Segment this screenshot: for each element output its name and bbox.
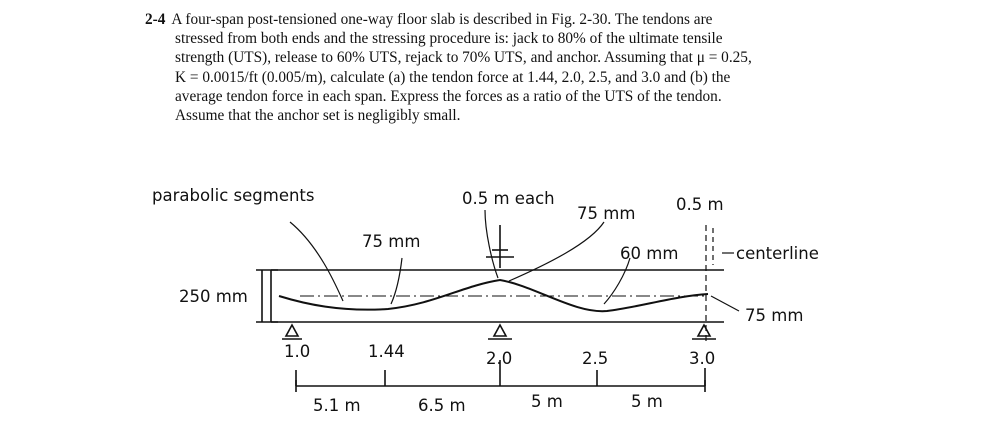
label-250mm: 250 mm [179,287,248,306]
station-label: 2.5 [582,349,609,368]
station-label: 1.44 [368,342,405,361]
span-label: 5.1 m [313,396,361,415]
span-label: 5 m [631,392,663,411]
problem-number: 2-4 [145,11,166,28]
label-75mm-top: 75 mm [362,232,421,251]
station-label: 2.0 [486,349,513,368]
label-75mm-mid: 75 mm [577,204,636,223]
label-60mm: 60 mm [620,244,679,263]
label-centerline: centerline [736,244,819,263]
label-each: 0.5 m each [462,189,555,208]
problem-line-4: K = 0.0015/ft (0.005/m), calculate (a) the tendon force at 1.44, 2.0, 2.5, and 3.0 and (b) the [175,68,731,86]
problem-line-3: strength (UTS), release to 60% UTS, rejack to 70% UTS, and anchor. Assuming that μ = 0.25, [175,49,752,67]
station-label: 1.0 [284,342,311,361]
support-3 [692,325,716,339]
label-75mm-right: 75 mm [745,306,804,325]
problem-line-1: 2-4 A four-span post-tensioned one-way floor slab is described in Fig. 2-30. The tendons are [145,11,713,28]
label-parabolic-segments: parabolic segments [152,186,315,205]
problem-line-2: stressed from both ends and the stressing procedure is: jack to 80% of the ultimate tensile [175,30,723,48]
support-1 [282,325,302,339]
label-half-m: 0.5 m [676,195,724,214]
problem-line-6: Assume that the anchor set is negligibly small. [175,107,461,125]
problem-line-5: average tendon force in each span. Express the forces as a ratio of the UTS of the tendon. [175,87,722,105]
station-label: 3.0 [689,349,716,368]
support-2 [488,325,512,339]
span-label: 5 m [531,392,563,411]
span-label: 6.5 m [418,396,466,415]
